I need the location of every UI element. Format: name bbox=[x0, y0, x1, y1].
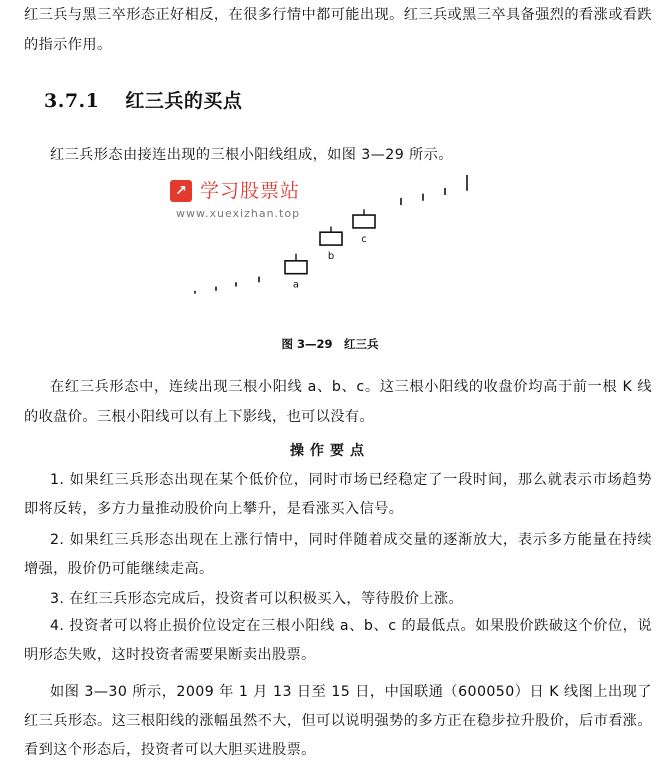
ops-item-1: 1. 如果红三兵形态出现在某个低价位，同时市场已经稳定了一段时间，那么就表示市场趋势即将反转，多方力量推动股价向上攀升，是看涨买入信号。 bbox=[24, 472, 652, 517]
ops-item-2: 2. 如果红三兵形态出现在上涨行情中，同时伴随着成交量的逐渐放大，表示多方能量在持续增强，股价仍可能继续走高。 bbox=[24, 532, 652, 577]
section-number: 3.7.1 bbox=[44, 90, 100, 112]
watermark-logo-icon: ↗ bbox=[170, 180, 192, 202]
section-title: 红三兵的买点 bbox=[125, 90, 243, 112]
candle-label: c bbox=[361, 233, 367, 245]
candle-label: a bbox=[292, 279, 300, 291]
candle-label: b bbox=[327, 251, 335, 263]
example-paragraph: 如图 3—30 所示，2009 年 1 月 13 日至 15 日，中国联通（600050）日 K 线图上出现了红三兵形态。这三根阳线的涨幅虽然不大，但可以说明强势的多方正在稳步拉升股价，后市看涨。看到这个形态后，投资者可以大胆买进股票。 bbox=[24, 684, 652, 758]
ops-item-3: 3. 在红三兵形态完成后，投资者可以积极买入，等待股价上涨。 bbox=[50, 591, 464, 607]
ops-item-4: 4. 投资者可以将止损价位设定在三根小阳线 a、b、c 的最低点。如果股价跌破这个价位，说明形态失败，这时投资者需要果断卖出股票。 bbox=[24, 618, 652, 663]
explain-paragraph: 在红三兵形态中，连续出现三根小阳线 a、b、c。这三根小阳线的收盘价均高于前一根 K 线的收盘价。三根小阳线可以有上下影线，也可以没有。 bbox=[24, 379, 652, 425]
intro-paragraph: 红三兵与黑三卒形态正好相反，在很多行情中都可能出现。红三兵或黑三卒具备强烈的看涨或看跌的指示作用。 bbox=[24, 7, 652, 53]
figure-caption: 图 3—29 红三兵 bbox=[281, 337, 379, 351]
candle-body bbox=[353, 215, 375, 228]
candle-body bbox=[285, 261, 307, 274]
watermark-name: 学习股票站 bbox=[200, 180, 301, 202]
ops-title: 操作要点 bbox=[290, 443, 370, 459]
candlestick-figure bbox=[0, 0, 660, 330]
candle-body bbox=[320, 232, 342, 245]
watermark-url: www.xuexizhan.top bbox=[176, 207, 301, 220]
figure-intro-paragraph: 红三兵形态由接连出现的三根小阳线组成，如图 3—29 所示。 bbox=[50, 147, 453, 163]
